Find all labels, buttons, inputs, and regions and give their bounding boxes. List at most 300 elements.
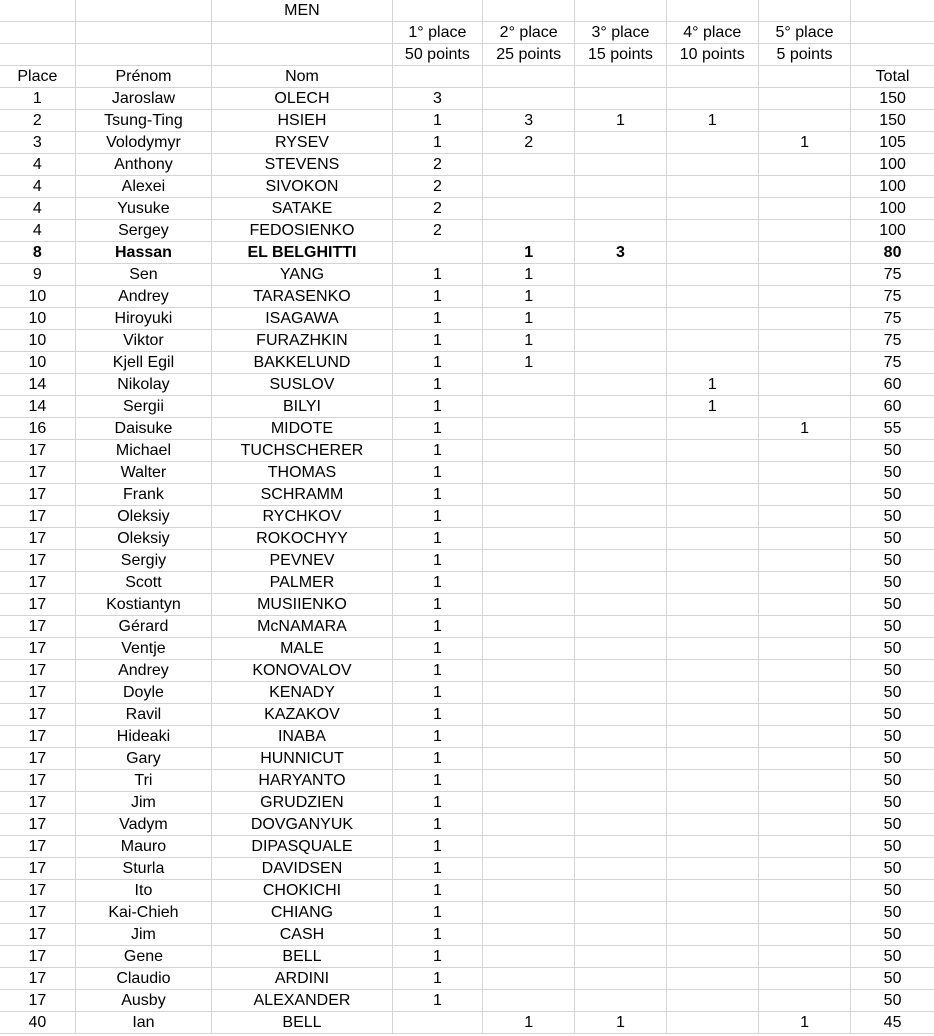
nom-cell[interactable]: ROKOCHYY: [212, 528, 393, 550]
third-place-count-cell[interactable]: [575, 990, 666, 1012]
place-cell[interactable]: 17: [0, 990, 75, 1012]
fifth-place-count-cell[interactable]: [758, 858, 850, 880]
fifth-place-count-cell[interactable]: 1: [758, 1012, 850, 1034]
place-cell[interactable]: 4: [0, 198, 75, 220]
fifth-place-count-cell[interactable]: [758, 748, 850, 770]
third-place-count-cell[interactable]: [575, 220, 666, 242]
total-cell[interactable]: 50: [851, 880, 934, 902]
first-place-count-cell[interactable]: 1: [392, 594, 482, 616]
place-cell[interactable]: 17: [0, 748, 75, 770]
third-place-count-cell[interactable]: [575, 462, 666, 484]
fourth-place-count-cell[interactable]: [666, 990, 758, 1012]
prenom-cell[interactable]: Tri: [75, 770, 211, 792]
fifth-place-count-cell[interactable]: [758, 286, 850, 308]
cell[interactable]: [575, 66, 666, 88]
nom-cell[interactable]: OLECH: [212, 88, 393, 110]
nom-cell[interactable]: HUNNICUT: [212, 748, 393, 770]
fourth-place-count-cell[interactable]: [666, 880, 758, 902]
fifth-place-count-cell[interactable]: [758, 374, 850, 396]
prenom-cell[interactable]: Ito: [75, 880, 211, 902]
cell[interactable]: [75, 44, 211, 66]
second-place-count-cell[interactable]: [483, 462, 575, 484]
first-place-count-cell[interactable]: 1: [392, 132, 482, 154]
first-place-count-cell[interactable]: 1: [392, 462, 482, 484]
cell[interactable]: [483, 0, 575, 22]
cell[interactable]: [212, 22, 393, 44]
nom-cell[interactable]: SCHRAMM: [212, 484, 393, 506]
fifth-place-count-cell[interactable]: [758, 726, 850, 748]
cell[interactable]: [666, 0, 758, 22]
prenom-cell[interactable]: Hiroyuki: [75, 308, 211, 330]
fourth-place-count-cell[interactable]: [666, 836, 758, 858]
third-place-count-cell[interactable]: [575, 396, 666, 418]
first-place-count-cell[interactable]: 1: [392, 418, 482, 440]
fifth-place-count-cell[interactable]: [758, 198, 850, 220]
second-place-count-cell[interactable]: [483, 880, 575, 902]
second-place-count-cell[interactable]: [483, 660, 575, 682]
total-cell[interactable]: 50: [851, 990, 934, 1012]
first-place-count-cell[interactable]: 1: [392, 264, 482, 286]
second-place-count-cell[interactable]: [483, 198, 575, 220]
nom-cell[interactable]: PEVNEV: [212, 550, 393, 572]
cell[interactable]: [0, 22, 75, 44]
third-place-count-cell[interactable]: [575, 440, 666, 462]
prenom-cell[interactable]: Michael: [75, 440, 211, 462]
cell[interactable]: [392, 0, 482, 22]
second-place-count-cell[interactable]: 1: [483, 308, 575, 330]
prenom-cell[interactable]: Gary: [75, 748, 211, 770]
place-cell[interactable]: 17: [0, 440, 75, 462]
second-place-count-cell[interactable]: [483, 88, 575, 110]
nom-cell[interactable]: CASH: [212, 924, 393, 946]
third-place-count-cell[interactable]: [575, 836, 666, 858]
place-cell[interactable]: 9: [0, 264, 75, 286]
fifth-place-count-cell[interactable]: [758, 330, 850, 352]
fifth-place-count-cell[interactable]: [758, 462, 850, 484]
fifth-place-count-cell[interactable]: [758, 220, 850, 242]
first-place-count-cell[interactable]: 1: [392, 572, 482, 594]
nom-cell[interactable]: THOMAS: [212, 462, 393, 484]
place-cell[interactable]: 17: [0, 792, 75, 814]
nom-cell[interactable]: STEVENS: [212, 154, 393, 176]
second-place-count-cell[interactable]: [483, 946, 575, 968]
fourth-place-count-cell[interactable]: [666, 440, 758, 462]
nom-cell[interactable]: ARDINI: [212, 968, 393, 990]
prenom-cell[interactable]: Volodymyr: [75, 132, 211, 154]
fifth-place-count-cell[interactable]: [758, 990, 850, 1012]
prenom-cell[interactable]: Gérard: [75, 616, 211, 638]
fifth-place-count-cell[interactable]: [758, 154, 850, 176]
total-cell[interactable]: 75: [851, 286, 934, 308]
second-place-count-cell[interactable]: 1: [483, 330, 575, 352]
total-cell[interactable]: 50: [851, 484, 934, 506]
place-cell[interactable]: 4: [0, 220, 75, 242]
third-place-count-cell[interactable]: [575, 726, 666, 748]
fourth-place-count-cell[interactable]: [666, 726, 758, 748]
fifth-place-count-cell[interactable]: [758, 682, 850, 704]
place-cell[interactable]: 17: [0, 682, 75, 704]
total-cell[interactable]: 50: [851, 704, 934, 726]
nom-cell[interactable]: CHOKICHI: [212, 880, 393, 902]
fourth-place-count-cell[interactable]: [666, 638, 758, 660]
prenom-cell[interactable]: Viktor: [75, 330, 211, 352]
second-place-count-cell[interactable]: [483, 858, 575, 880]
cell[interactable]: [212, 44, 393, 66]
fifth-place-count-cell[interactable]: [758, 528, 850, 550]
place-cell[interactable]: 17: [0, 770, 75, 792]
fifth-place-count-cell[interactable]: [758, 704, 850, 726]
prenom-cell[interactable]: Andrey: [75, 286, 211, 308]
place-cell[interactable]: 17: [0, 550, 75, 572]
fifth-place-count-cell[interactable]: [758, 814, 850, 836]
nom-cell[interactable]: MALE: [212, 638, 393, 660]
total-cell[interactable]: 60: [851, 396, 934, 418]
nom-cell[interactable]: DIPASQUALE: [212, 836, 393, 858]
prenom-cell[interactable]: Sergiy: [75, 550, 211, 572]
third-place-count-cell[interactable]: [575, 968, 666, 990]
first-place-count-cell[interactable]: 1: [392, 506, 482, 528]
fourth-place-count-cell[interactable]: [666, 418, 758, 440]
prenom-cell[interactable]: Walter: [75, 462, 211, 484]
fifth-place-count-cell[interactable]: [758, 946, 850, 968]
third-place-count-cell[interactable]: [575, 924, 666, 946]
prenom-cell[interactable]: Yusuke: [75, 198, 211, 220]
first-place-count-cell[interactable]: 1: [392, 396, 482, 418]
total-cell[interactable]: 50: [851, 660, 934, 682]
nom-cell[interactable]: DAVIDSEN: [212, 858, 393, 880]
first-place-count-cell[interactable]: 1: [392, 858, 482, 880]
total-cell[interactable]: 50: [851, 682, 934, 704]
first-place-count-cell[interactable]: [392, 1012, 482, 1034]
fourth-place-count-cell[interactable]: [666, 220, 758, 242]
fourth-place-count-cell[interactable]: [666, 506, 758, 528]
header-third-points[interactable]: 15 points: [575, 44, 666, 66]
total-cell[interactable]: 60: [851, 374, 934, 396]
first-place-count-cell[interactable]: 2: [392, 176, 482, 198]
place-cell[interactable]: 17: [0, 814, 75, 836]
place-cell[interactable]: 10: [0, 330, 75, 352]
header-fourth-place[interactable]: 4° place: [666, 22, 758, 44]
first-place-count-cell[interactable]: 1: [392, 704, 482, 726]
header-fifth-place[interactable]: 5° place: [758, 22, 850, 44]
total-cell[interactable]: 150: [851, 110, 934, 132]
nom-cell[interactable]: RYCHKOV: [212, 506, 393, 528]
third-place-count-cell[interactable]: [575, 792, 666, 814]
cell[interactable]: [0, 44, 75, 66]
total-cell[interactable]: 50: [851, 462, 934, 484]
header-third-place[interactable]: 3° place: [575, 22, 666, 44]
prenom-cell[interactable]: Kostiantyn: [75, 594, 211, 616]
third-place-count-cell[interactable]: [575, 132, 666, 154]
third-place-count-cell[interactable]: [575, 704, 666, 726]
total-cell[interactable]: 50: [851, 770, 934, 792]
third-place-count-cell[interactable]: [575, 616, 666, 638]
second-place-count-cell[interactable]: [483, 154, 575, 176]
second-place-count-cell[interactable]: [483, 528, 575, 550]
nom-cell[interactable]: ALEXANDER: [212, 990, 393, 1012]
place-cell[interactable]: 16: [0, 418, 75, 440]
nom-cell[interactable]: FURAZHKIN: [212, 330, 393, 352]
second-place-count-cell[interactable]: 1: [483, 352, 575, 374]
fourth-place-count-cell[interactable]: [666, 242, 758, 264]
place-cell[interactable]: 17: [0, 902, 75, 924]
prenom-cell[interactable]: Frank: [75, 484, 211, 506]
prenom-cell[interactable]: Jim: [75, 792, 211, 814]
place-cell[interactable]: 17: [0, 528, 75, 550]
third-place-count-cell[interactable]: [575, 528, 666, 550]
nom-cell[interactable]: CHIANG: [212, 902, 393, 924]
place-cell[interactable]: 17: [0, 924, 75, 946]
fifth-place-count-cell[interactable]: [758, 902, 850, 924]
second-place-count-cell[interactable]: [483, 506, 575, 528]
fifth-place-count-cell[interactable]: [758, 308, 850, 330]
first-place-count-cell[interactable]: 1: [392, 286, 482, 308]
prenom-cell[interactable]: Doyle: [75, 682, 211, 704]
first-place-count-cell[interactable]: 1: [392, 660, 482, 682]
header-first-points[interactable]: 50 points: [392, 44, 482, 66]
third-place-count-cell[interactable]: 3: [575, 242, 666, 264]
fourth-place-count-cell[interactable]: [666, 704, 758, 726]
total-cell[interactable]: 50: [851, 594, 934, 616]
total-cell[interactable]: 50: [851, 638, 934, 660]
fourth-place-count-cell[interactable]: 1: [666, 110, 758, 132]
prenom-cell[interactable]: Anthony: [75, 154, 211, 176]
nom-cell[interactable]: FEDOSIENKO: [212, 220, 393, 242]
second-place-count-cell[interactable]: [483, 440, 575, 462]
fourth-place-count-cell[interactable]: [666, 352, 758, 374]
place-cell[interactable]: 4: [0, 176, 75, 198]
prenom-cell[interactable]: Ravil: [75, 704, 211, 726]
nom-cell[interactable]: DOVGANYUK: [212, 814, 393, 836]
header-nom[interactable]: Nom: [212, 66, 393, 88]
second-place-count-cell[interactable]: 1: [483, 286, 575, 308]
second-place-count-cell[interactable]: [483, 550, 575, 572]
second-place-count-cell[interactable]: [483, 902, 575, 924]
fourth-place-count-cell[interactable]: [666, 814, 758, 836]
prenom-cell[interactable]: Ian: [75, 1012, 211, 1034]
first-place-count-cell[interactable]: [392, 242, 482, 264]
third-place-count-cell[interactable]: [575, 638, 666, 660]
place-cell[interactable]: 14: [0, 396, 75, 418]
fourth-place-count-cell[interactable]: [666, 132, 758, 154]
fifth-place-count-cell[interactable]: [758, 572, 850, 594]
place-cell[interactable]: 17: [0, 572, 75, 594]
nom-cell[interactable]: SUSLOV: [212, 374, 393, 396]
second-place-count-cell[interactable]: [483, 704, 575, 726]
fifth-place-count-cell[interactable]: [758, 484, 850, 506]
place-cell[interactable]: 10: [0, 286, 75, 308]
total-cell[interactable]: 50: [851, 946, 934, 968]
third-place-count-cell[interactable]: [575, 154, 666, 176]
third-place-count-cell[interactable]: [575, 902, 666, 924]
fifth-place-count-cell[interactable]: [758, 550, 850, 572]
total-cell[interactable]: 50: [851, 572, 934, 594]
prenom-cell[interactable]: Mauro: [75, 836, 211, 858]
nom-cell[interactable]: YANG: [212, 264, 393, 286]
first-place-count-cell[interactable]: 1: [392, 792, 482, 814]
first-place-count-cell[interactable]: 1: [392, 330, 482, 352]
third-place-count-cell[interactable]: [575, 550, 666, 572]
place-cell[interactable]: 17: [0, 616, 75, 638]
fourth-place-count-cell[interactable]: [666, 330, 758, 352]
place-cell[interactable]: 17: [0, 462, 75, 484]
total-cell[interactable]: 50: [851, 968, 934, 990]
fourth-place-count-cell[interactable]: [666, 528, 758, 550]
nom-cell[interactable]: PALMER: [212, 572, 393, 594]
third-place-count-cell[interactable]: 1: [575, 1012, 666, 1034]
nom-cell[interactable]: EL BELGHITTI: [212, 242, 393, 264]
first-place-count-cell[interactable]: 1: [392, 726, 482, 748]
total-cell[interactable]: 50: [851, 506, 934, 528]
total-cell[interactable]: 50: [851, 792, 934, 814]
third-place-count-cell[interactable]: [575, 660, 666, 682]
fourth-place-count-cell[interactable]: [666, 858, 758, 880]
prenom-cell[interactable]: Ausby: [75, 990, 211, 1012]
fifth-place-count-cell[interactable]: [758, 440, 850, 462]
total-cell[interactable]: 50: [851, 440, 934, 462]
fifth-place-count-cell[interactable]: 1: [758, 418, 850, 440]
cell[interactable]: [0, 0, 75, 22]
nom-cell[interactable]: KAZAKOV: [212, 704, 393, 726]
place-cell[interactable]: 17: [0, 726, 75, 748]
prenom-cell[interactable]: Vadym: [75, 814, 211, 836]
first-place-count-cell[interactable]: 3: [392, 88, 482, 110]
fifth-place-count-cell[interactable]: [758, 616, 850, 638]
fourth-place-count-cell[interactable]: [666, 682, 758, 704]
place-cell[interactable]: 8: [0, 242, 75, 264]
nom-cell[interactable]: BELL: [212, 946, 393, 968]
header-fourth-points[interactable]: 10 points: [666, 44, 758, 66]
prenom-cell[interactable]: Scott: [75, 572, 211, 594]
nom-cell[interactable]: McNAMARA: [212, 616, 393, 638]
third-place-count-cell[interactable]: [575, 748, 666, 770]
first-place-count-cell[interactable]: 2: [392, 220, 482, 242]
nom-cell[interactable]: RYSEV: [212, 132, 393, 154]
total-cell[interactable]: 75: [851, 330, 934, 352]
prenom-cell[interactable]: Kai-Chieh: [75, 902, 211, 924]
third-place-count-cell[interactable]: [575, 946, 666, 968]
second-place-count-cell[interactable]: [483, 594, 575, 616]
prenom-cell[interactable]: Nikolay: [75, 374, 211, 396]
third-place-count-cell[interactable]: [575, 88, 666, 110]
nom-cell[interactable]: HSIEH: [212, 110, 393, 132]
total-cell[interactable]: 55: [851, 418, 934, 440]
fourth-place-count-cell[interactable]: [666, 748, 758, 770]
fourth-place-count-cell[interactable]: [666, 594, 758, 616]
third-place-count-cell[interactable]: [575, 374, 666, 396]
first-place-count-cell[interactable]: 1: [392, 748, 482, 770]
header-second-place[interactable]: 2° place: [483, 22, 575, 44]
third-place-count-cell[interactable]: [575, 572, 666, 594]
header-second-points[interactable]: 25 points: [483, 44, 575, 66]
third-place-count-cell[interactable]: [575, 770, 666, 792]
cell[interactable]: [758, 66, 850, 88]
nom-cell[interactable]: KONOVALOV: [212, 660, 393, 682]
header-total[interactable]: Total: [851, 66, 934, 88]
nom-cell[interactable]: INABA: [212, 726, 393, 748]
prenom-cell[interactable]: Alexei: [75, 176, 211, 198]
first-place-count-cell[interactable]: 1: [392, 770, 482, 792]
nom-cell[interactable]: BAKKELUND: [212, 352, 393, 374]
second-place-count-cell[interactable]: [483, 220, 575, 242]
cell[interactable]: [851, 0, 934, 22]
fifth-place-count-cell[interactable]: [758, 352, 850, 374]
fifth-place-count-cell[interactable]: [758, 968, 850, 990]
prenom-cell[interactable]: Jaroslaw: [75, 88, 211, 110]
first-place-count-cell[interactable]: 1: [392, 110, 482, 132]
second-place-count-cell[interactable]: 3: [483, 110, 575, 132]
second-place-count-cell[interactable]: [483, 682, 575, 704]
prenom-cell[interactable]: Hideaki: [75, 726, 211, 748]
fourth-place-count-cell[interactable]: [666, 770, 758, 792]
header-fifth-points[interactable]: 5 points: [758, 44, 850, 66]
fourth-place-count-cell[interactable]: [666, 792, 758, 814]
nom-cell[interactable]: BELL: [212, 1012, 393, 1034]
fourth-place-count-cell[interactable]: [666, 88, 758, 110]
second-place-count-cell[interactable]: [483, 638, 575, 660]
prenom-cell[interactable]: Oleksiy: [75, 528, 211, 550]
second-place-count-cell[interactable]: [483, 616, 575, 638]
second-place-count-cell[interactable]: [483, 396, 575, 418]
total-cell[interactable]: 45: [851, 1012, 934, 1034]
place-cell[interactable]: 17: [0, 484, 75, 506]
third-place-count-cell[interactable]: [575, 858, 666, 880]
third-place-count-cell[interactable]: [575, 330, 666, 352]
place-cell[interactable]: 14: [0, 374, 75, 396]
fifth-place-count-cell[interactable]: [758, 264, 850, 286]
cell[interactable]: [392, 66, 482, 88]
first-place-count-cell[interactable]: 1: [392, 308, 482, 330]
place-cell[interactable]: 17: [0, 638, 75, 660]
first-place-count-cell[interactable]: 1: [392, 968, 482, 990]
first-place-count-cell[interactable]: 2: [392, 154, 482, 176]
prenom-cell[interactable]: Jim: [75, 924, 211, 946]
total-cell[interactable]: 50: [851, 836, 934, 858]
place-cell[interactable]: 1: [0, 88, 75, 110]
first-place-count-cell[interactable]: 1: [392, 484, 482, 506]
prenom-cell[interactable]: Claudio: [75, 968, 211, 990]
second-place-count-cell[interactable]: [483, 836, 575, 858]
fifth-place-count-cell[interactable]: [758, 924, 850, 946]
total-cell[interactable]: 150: [851, 88, 934, 110]
nom-cell[interactable]: SATAKE: [212, 198, 393, 220]
cell[interactable]: [483, 66, 575, 88]
fourth-place-count-cell[interactable]: [666, 968, 758, 990]
first-place-count-cell[interactable]: 1: [392, 990, 482, 1012]
nom-cell[interactable]: SIVOKON: [212, 176, 393, 198]
cell[interactable]: [575, 0, 666, 22]
prenom-cell[interactable]: Oleksiy: [75, 506, 211, 528]
place-cell[interactable]: 2: [0, 110, 75, 132]
prenom-cell[interactable]: Sergey: [75, 220, 211, 242]
second-place-count-cell[interactable]: [483, 924, 575, 946]
fourth-place-count-cell[interactable]: [666, 572, 758, 594]
place-cell[interactable]: 17: [0, 880, 75, 902]
second-place-count-cell[interactable]: [483, 990, 575, 1012]
fifth-place-count-cell[interactable]: [758, 770, 850, 792]
nom-cell[interactable]: TUCHSCHERER: [212, 440, 393, 462]
first-place-count-cell[interactable]: 1: [392, 814, 482, 836]
total-cell[interactable]: 100: [851, 220, 934, 242]
header-first-place[interactable]: 1° place: [392, 22, 482, 44]
prenom-cell[interactable]: Sen: [75, 264, 211, 286]
nom-cell[interactable]: BILYI: [212, 396, 393, 418]
fourth-place-count-cell[interactable]: [666, 264, 758, 286]
first-place-count-cell[interactable]: 1: [392, 902, 482, 924]
third-place-count-cell[interactable]: [575, 682, 666, 704]
place-cell[interactable]: 10: [0, 352, 75, 374]
second-place-count-cell[interactable]: [483, 726, 575, 748]
